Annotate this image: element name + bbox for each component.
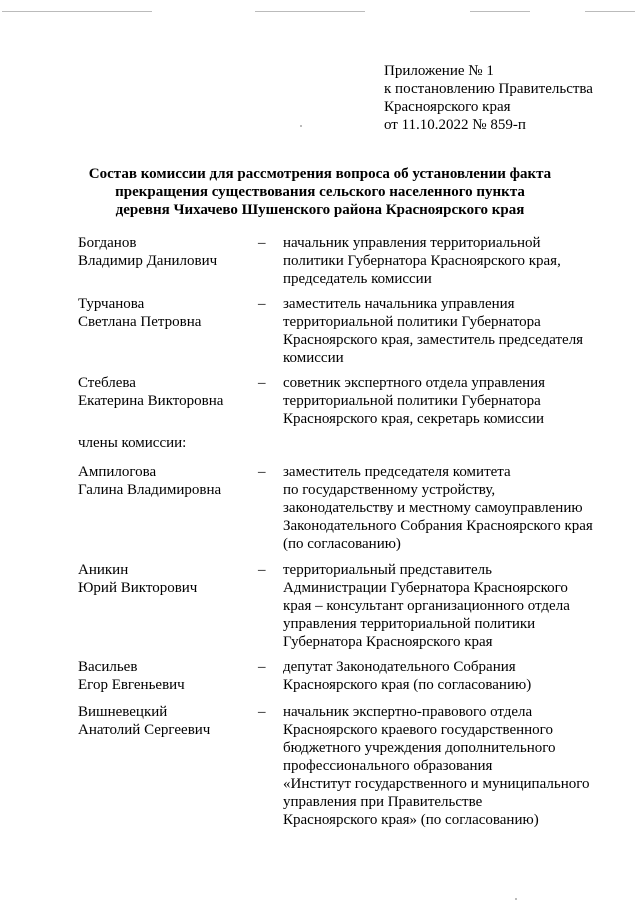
position-line: профессионального образования [283,758,493,774]
position-line: политики Губернатора Красноярского края, [283,253,561,269]
member-surname: Стеблева [78,375,136,391]
position-line: бюджетного учреждения дополнительного [283,740,556,756]
member-name [78,295,253,331]
position-line: управления территориальной политики [283,616,536,632]
position-line: председатель комиссии [283,271,432,287]
member-position [283,234,598,288]
scan-edge-line [470,11,530,12]
position-line: заместитель председателя комитета [283,464,511,480]
position-line: управления при Правительстве [283,794,483,810]
position-line: начальник экспертно-правового отдела [283,704,533,720]
position-line: территориальной политики Губернатора [283,393,541,409]
member-name [78,658,253,694]
member-position [283,374,598,428]
member-name [78,561,253,597]
position-line: территориальный представитель [283,562,492,578]
member-position [283,703,598,829]
position-line: Красноярского края (по согласованию) [283,677,532,693]
member-surname: Турчанова [78,296,145,312]
member-position [283,295,598,367]
scan-edge-line [585,11,635,12]
member-surname: Богданов [78,235,137,251]
member-position [283,658,598,694]
member-surname: Ампилогова [78,464,157,480]
position-line: Красноярского края, секретарь комиссии [283,411,545,427]
member-name [78,463,253,499]
position-line: территориальной политики Губернатора [283,314,541,330]
member-given-names: Светлана Петровна [78,314,202,330]
appendix-line: Красноярского края [384,99,511,115]
position-line: по государственному устройству, [283,482,496,498]
position-line: «Институт государственного и муниципального [283,776,590,792]
scan-edge-line [255,11,365,12]
member-given-names: Галина Владимировна [78,482,222,498]
member-surname: Вишневецкий [78,704,168,720]
position-line: начальник управления территориальной [283,235,541,251]
title-line: Состав комиссии для рассмотрения вопроса об установлении факта [88,166,552,182]
member-surname: Аникин [78,562,129,578]
position-line: советник экспертного отдела управления [283,375,546,391]
position-line: комиссии [283,350,344,366]
member-surname: Васильев [78,659,138,675]
member-given-names: Егор Евгеньевич [78,677,185,693]
position-line: (по согласованию) [283,536,401,552]
member-given-names: Юрий Викторович [78,580,198,596]
position-line: заместитель начальника управления [283,296,515,312]
member-position [283,561,598,651]
member-name [78,374,253,410]
member-name [78,234,253,270]
title-line: прекращения существования сельского населенного пункта [115,184,525,200]
position-line: законодательству и местному самоуправлению [283,500,583,516]
dash-separator: – [258,235,266,251]
position-line: Красноярского краевого государственного [283,722,553,738]
member-given-names: Владимир Данилович [78,253,218,269]
document-title [60,165,580,219]
dash-separator: – [258,296,266,312]
position-line: Красноярского края» (по согласованию) [283,812,539,828]
position-line: Губернатора Красноярского края [283,634,493,650]
scan-edge-line [2,11,152,12]
scan-speck [515,898,517,900]
dash-separator: – [258,659,266,675]
dash-separator: – [258,375,266,391]
scan-speck [300,125,302,127]
position-line: Законодательного Собрания Красноярского края [283,518,593,534]
position-line: края – консультант организационного отдела [283,598,570,614]
appendix-line: к постановлению Правительства [384,81,593,97]
dash-separator: – [258,464,266,480]
appendix-line: Приложение № 1 [384,63,494,79]
title-line: деревня Чихачево Шушенского района Красноярского края [115,202,525,218]
member-name [78,703,253,739]
appendix-header [384,62,624,134]
dash-separator: – [258,704,266,720]
dash-separator: – [258,562,266,578]
position-line: депутат Законодательного Собрания [283,659,516,675]
members-label: члены комиссии: [78,435,187,451]
member-position [283,463,598,553]
position-line: Красноярского края, заместитель председателя [283,332,584,348]
appendix-line: от 11.10.2022 № 859-п [384,117,526,133]
member-given-names: Анатолий Сергеевич [78,722,211,738]
position-line: Администрации Губернатора Красноярского [283,580,568,596]
member-given-names: Екатерина Викторовна [78,393,224,409]
